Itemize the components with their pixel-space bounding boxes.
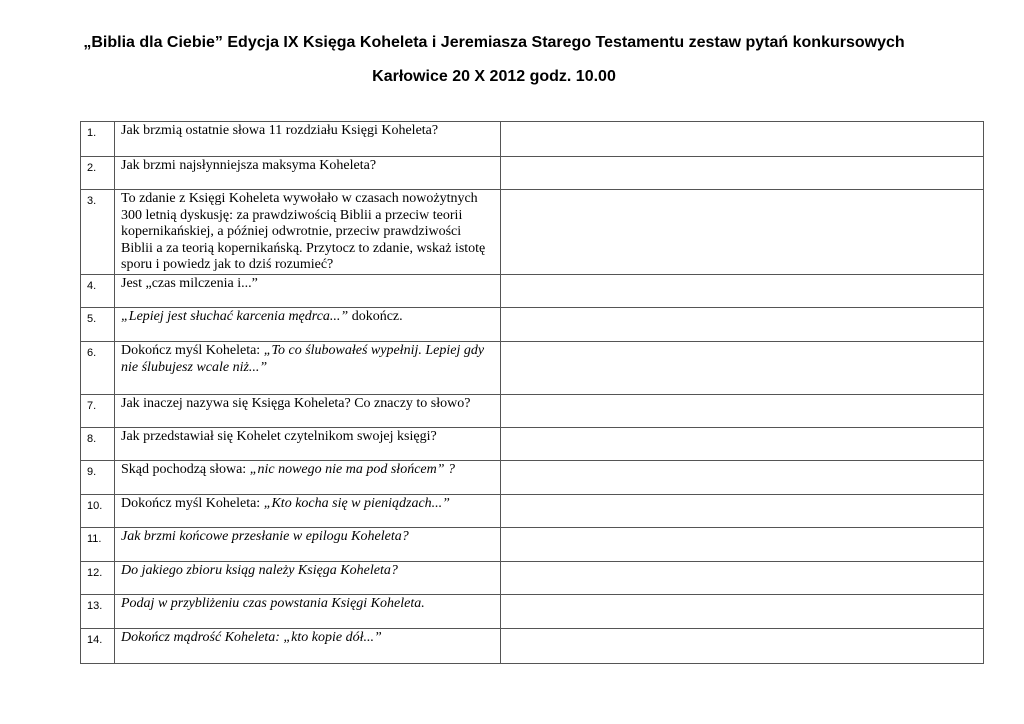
answer-cell[interactable] bbox=[501, 428, 984, 461]
table-row bbox=[81, 562, 984, 595]
question-number: 9. bbox=[81, 461, 115, 495]
question-text bbox=[115, 528, 501, 562]
question-text bbox=[115, 342, 501, 395]
answer-cell[interactable] bbox=[501, 595, 984, 629]
question-number: 8. bbox=[81, 428, 115, 461]
answer-cell[interactable] bbox=[501, 395, 984, 428]
table-row bbox=[81, 629, 984, 664]
question-text-pre: Skąd pochodzą słowa: bbox=[121, 462, 250, 477]
answer-cell[interactable] bbox=[501, 461, 984, 495]
question-text bbox=[115, 595, 501, 629]
answer-cell[interactable] bbox=[501, 275, 984, 308]
table-row bbox=[81, 395, 984, 428]
question-text bbox=[115, 308, 501, 342]
table-row bbox=[81, 275, 984, 308]
table-row bbox=[81, 342, 984, 395]
question-text-pre: Jak brzmi najsłynniejsza maksyma Koheleta? bbox=[121, 158, 377, 173]
question-text bbox=[115, 275, 501, 308]
table-row bbox=[81, 461, 984, 495]
question-text-pre: Jak przedstawiał się Kohelet czytelnikom swojej księgi? bbox=[121, 429, 437, 444]
question-text bbox=[115, 395, 501, 428]
table-row bbox=[81, 428, 984, 461]
question-text-it: „Lepiej jest słuchać karcenia mędrca...” bbox=[121, 309, 349, 324]
question-number: 5. bbox=[81, 308, 115, 342]
answer-cell[interactable] bbox=[501, 562, 984, 595]
question-text bbox=[115, 629, 501, 664]
table-row bbox=[81, 528, 984, 562]
answer-cell[interactable] bbox=[501, 495, 984, 528]
question-text-it: „Kto kocha się w pieniądzach...” bbox=[263, 496, 450, 511]
question-number: 11. bbox=[81, 528, 115, 562]
table-row bbox=[81, 595, 984, 629]
answer-cell[interactable] bbox=[501, 342, 984, 395]
question-number: 4. bbox=[81, 275, 115, 308]
question-text-pre: Jest „czas milczenia i...” bbox=[121, 276, 258, 291]
document-title: „Biblia dla Ciebie” Edycja IX Księga Koheleta i Jeremiasza Starego Testamentu zestaw pytań konkursowych bbox=[83, 34, 905, 51]
question-text-post: dokończ. bbox=[348, 309, 403, 324]
answer-cell[interactable] bbox=[501, 190, 984, 275]
question-number: 1. bbox=[81, 122, 115, 157]
question-number: 6. bbox=[81, 342, 115, 395]
question-text-pre: Dokończ myśl Koheleta: bbox=[121, 343, 264, 358]
answer-cell[interactable] bbox=[501, 308, 984, 342]
questions-table bbox=[80, 121, 984, 664]
question-number: 2. bbox=[81, 157, 115, 190]
question-text-it: Do jakiego zbioru ksiąg należy Księga Koheleta? bbox=[121, 563, 398, 578]
table-row bbox=[81, 190, 984, 275]
answer-cell[interactable] bbox=[501, 629, 984, 664]
question-number: 3. bbox=[81, 190, 115, 275]
question-text bbox=[115, 122, 501, 157]
question-text-it: „To co ślubowałeś wypełnij. Lepiej gdy nie ślubujesz wcale niż...” bbox=[121, 343, 485, 375]
answer-cell[interactable] bbox=[501, 157, 984, 190]
table-row bbox=[81, 308, 984, 342]
question-number: 10. bbox=[81, 495, 115, 528]
question-text bbox=[115, 190, 501, 275]
question-text bbox=[115, 157, 501, 190]
question-text bbox=[115, 562, 501, 595]
question-number: 13. bbox=[81, 595, 115, 629]
question-text-it: Podaj w przybliżeniu czas powstania Księgi Koheleta. bbox=[121, 596, 425, 611]
document-subtitle: Karłowice 20 X 2012 godz. 10.00 bbox=[372, 68, 616, 85]
question-text bbox=[115, 461, 501, 495]
question-text bbox=[115, 495, 501, 528]
question-number: 14. bbox=[81, 629, 115, 664]
question-text-pre: Jak brzmią ostatnie słowa 11 rozdziału Księgi Koheleta? bbox=[121, 123, 439, 138]
question-text-pre: Jak inaczej nazywa się Księga Koheleta? Co znaczy to słowo? bbox=[121, 396, 471, 411]
table-row bbox=[81, 495, 984, 528]
question-number: 12. bbox=[81, 562, 115, 595]
question-text-pre: To zdanie z Księgi Koheleta wywołało w czasach nowożytnych 300 letnią dyskusję: za prawdziwością Biblii a przeciw teorii kopernikańskiej, a później odwrotnie, przeciw prawdziwości Biblii a za teorią kopernikańską. Przytocz to zdanie, wskaż istotę sporu i powiedz jak to dziś rozumieć? bbox=[121, 191, 486, 272]
table-row bbox=[81, 157, 984, 190]
answer-cell[interactable] bbox=[501, 122, 984, 157]
question-text-pre: Dokończ myśl Koheleta: bbox=[121, 496, 264, 511]
question-number: 7. bbox=[81, 395, 115, 428]
question-text bbox=[115, 428, 501, 461]
answer-cell[interactable] bbox=[501, 528, 984, 562]
question-text-it: „nic nowego nie ma pod słońcem” ? bbox=[249, 462, 456, 477]
table-row bbox=[81, 122, 984, 157]
question-text-it: Jak brzmi końcowe przesłanie w epilogu Koheleta? bbox=[121, 529, 409, 544]
question-text-it: Dokończ mądrość Koheleta: „kto kopie dół...” bbox=[121, 630, 382, 645]
